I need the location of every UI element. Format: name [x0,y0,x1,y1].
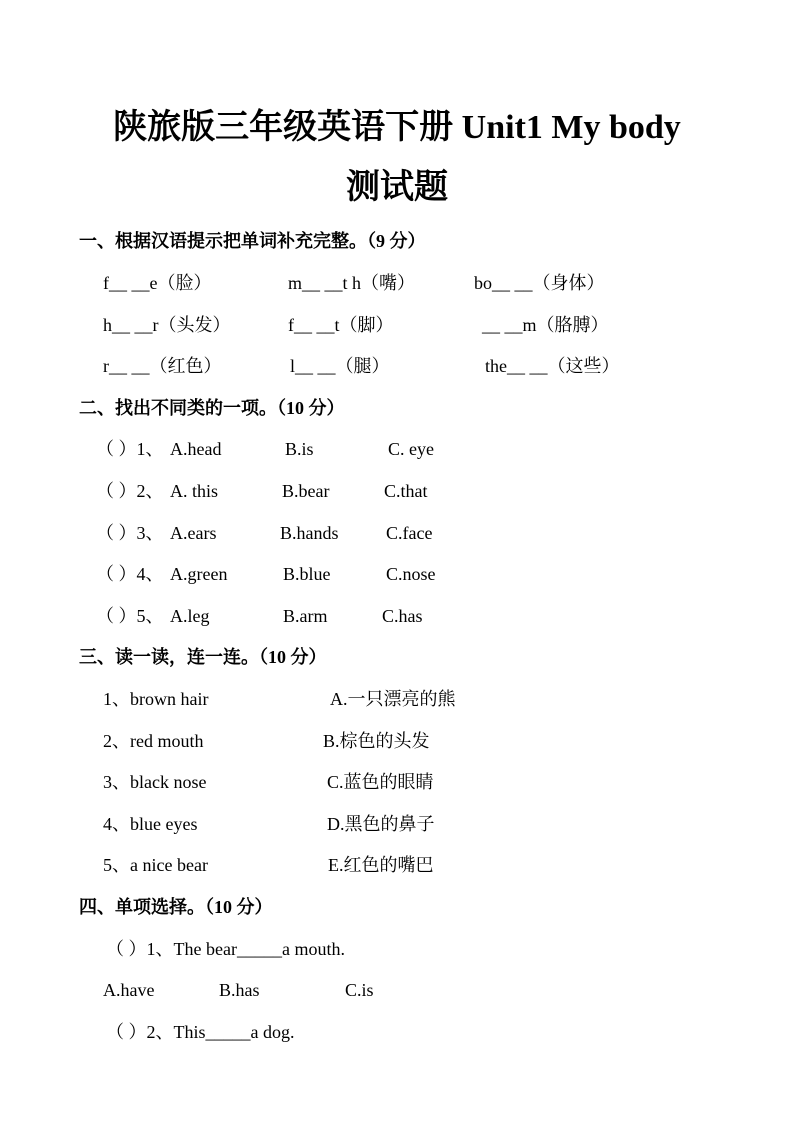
page-subtitle: 测试题 [346,169,448,206]
option-b: B.hands [280,523,339,543]
section-3-heading: 三、读一读，连一连。（10 分） [79,647,327,667]
option-b: B.blue [283,564,331,584]
fill-word: f__ __t（脚） [288,315,394,335]
fill-word: the__ __（这些） [485,356,620,376]
page-title: 陕旅版三年级英语下册 Unit1 My body [113,109,681,146]
option-a: A.green [170,564,228,584]
option-a: A.ears [170,523,217,543]
option-a: A.have [103,980,155,1000]
option-c: C.is [345,980,374,1000]
match-right-item: B.棕色的头发 [323,731,430,751]
match-left-item: 5、a nice bear [103,855,208,875]
option-c: C.that [384,481,428,501]
question-number: （ ）1、 [96,439,164,459]
option-a: A.leg [170,606,210,626]
section-2-heading: 二、找出不同类的一项。（10 分） [79,398,345,418]
option-c: C.has [382,606,423,626]
question-2: （ ）2、This_____a dog. [106,1022,295,1042]
option-a: A.head [170,439,222,459]
match-left-item: 2、red mouth [103,731,204,751]
option-b: B.has [219,980,260,1000]
fill-word: f__ __e（脸） [103,273,212,293]
section-1-heading: 一、根据汉语提示把单词补充完整。（9 分） [79,231,426,251]
option-b: B.bear [282,481,330,501]
section-4-heading: 四、单项选择。（10 分） [79,897,273,917]
fill-word: r__ __（红色） [103,356,222,376]
question-number: （ ）3、 [96,523,164,543]
fill-word: bo__ __（身体） [474,273,605,293]
option-a: A. this [170,481,219,501]
match-right-item: A.一只漂亮的熊 [330,689,456,709]
option-c: C.face [386,523,433,543]
fill-word: h__ __r（头发） [103,315,231,335]
match-left-item: 1、brown hair [103,689,209,709]
option-b: B.is [285,439,314,459]
match-right-item: C.蓝色的眼睛 [327,772,434,792]
match-left-item: 4、blue eyes [103,814,198,834]
option-c: C. eye [388,439,434,459]
option-c: C.nose [386,564,436,584]
fill-word: l__ __（腿） [290,356,390,376]
match-right-item: E.红色的嘴巴 [328,855,434,875]
option-b: B.arm [283,606,328,626]
question-number: （ ）5、 [96,606,164,626]
question-number: （ ）2、 [96,481,164,501]
fill-word: m__ __t h（嘴） [288,273,416,293]
fill-word: __ __m（胳膊） [482,315,609,335]
match-right-item: D.黑色的鼻子 [327,814,435,834]
question-number: （ ）4、 [96,564,164,584]
question-1: （ ）1、The bear_____a mouth. [106,939,345,959]
match-left-item: 3、black nose [103,772,207,792]
